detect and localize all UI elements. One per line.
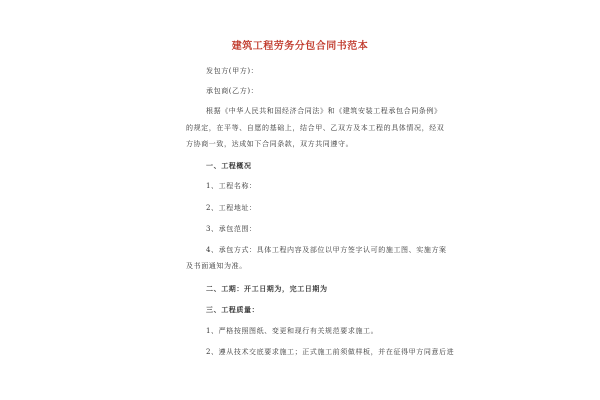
party-b-line: 承包商(乙方)： bbox=[206, 87, 259, 95]
section1-item-4-line-2: 及书面通知为准。 bbox=[186, 262, 247, 270]
section1-heading: 一、工程概况 bbox=[206, 161, 252, 170]
section1-item-4-line-1: 4、承包方式：具体工程内容及部位以甲方签字认可的施工图、实施方案 bbox=[206, 246, 447, 254]
section3-item-1: 1、严格按照图纸、变更和现行有关规范要求施工。 bbox=[206, 327, 379, 335]
document-title: 建筑工程劳务分包合同书范本 bbox=[231, 41, 369, 52]
section3-item-2: 2、遵从技术交底要求施工；正式施工前须做样板，并在征得甲方同意后进 bbox=[206, 348, 455, 356]
section1-item-1: 1、工程名称： bbox=[206, 182, 257, 190]
section1-item-3: 3、承包范围： bbox=[206, 225, 257, 233]
intro-line-3: 方协商一致，达成如下合同条款，双方共同遵守。 bbox=[186, 140, 354, 148]
party-a-line: 发包方(甲方)： bbox=[206, 67, 259, 75]
intro-line-2: 的规定，在平等、自愿的基础上，结合甲、乙双方及本工程的具体情况，经双 bbox=[186, 124, 445, 132]
section2-heading: 二、工期：开工日期为，完工日期为 bbox=[206, 284, 328, 293]
section3-heading: 三、工程质量： bbox=[206, 305, 260, 314]
section1-item-2: 2、工程地址： bbox=[206, 204, 257, 212]
intro-line-1: 根据《中华人民共和国经济合同法》和《建筑安装工程承包合同条例》 bbox=[206, 107, 442, 115]
